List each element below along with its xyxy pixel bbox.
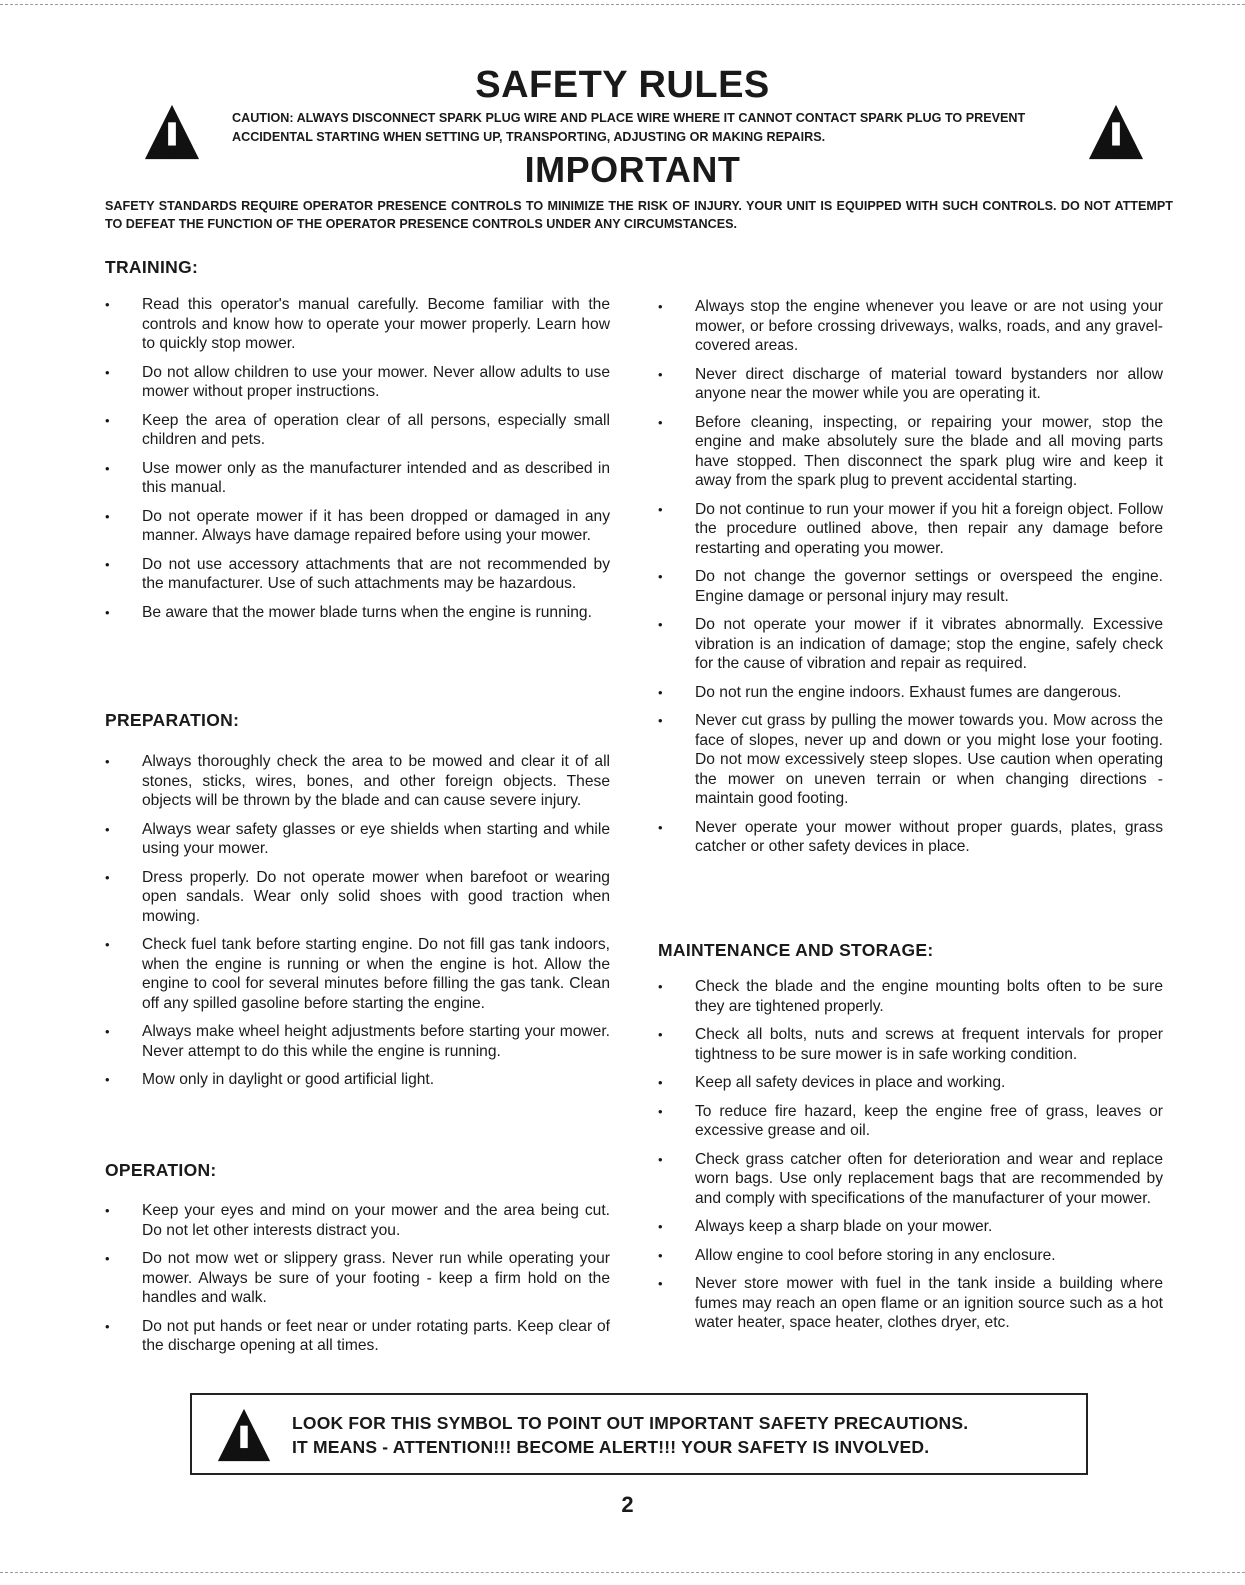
list-item: • Allow engine to cool before storing in any enclosure.: [658, 1246, 1163, 1266]
safety-symbol-callout: [190, 1393, 1088, 1475]
list-item: • Always make wheel height adjustments before starting your mower. Never attempt to do this while the engine is running.: [105, 1022, 610, 1061]
list-item: • Do not put hands or feet near or under rotating parts. Keep clear of the discharge opening at all times.: [105, 1317, 610, 1356]
list-item: • Keep your eyes and mind on your mower and the area being cut. Do not let other interests distract you.: [105, 1201, 610, 1240]
training-heading: TRAINING:: [105, 257, 199, 277]
list-item: • Check the blade and the engine mounting bolts often to be sure they are tightened properly.: [658, 977, 1163, 1016]
list-item: • Dress properly. Do not operate mower when barefoot or wearing open sandals. Wear only solid shoes with good traction when mowing.: [105, 868, 610, 927]
training-list: [105, 295, 610, 631]
bottom-scan-line: [0, 1572, 1245, 1573]
preparation-list: [105, 752, 610, 1099]
caution-notice: CAUTION: ALWAYS DISCONNECT SPARK PLUG WIRE AND PLACE WIRE WHERE IT CANNOT CONTACT SPARK PLUG TO PREVENT ACCIDENTAL STARTING WHEN SETTING UP, TRANSPORTING, ADJUSTING OR MAKING REPAIRS.: [232, 111, 1026, 144]
list-item: • Never direct discharge of material toward bystanders nor allow anyone near the mower while you are operating it.: [658, 365, 1163, 404]
page-number: 2: [621, 1492, 634, 1517]
list-item: • Do not operate your mower if it vibrates abnormally. Excessive vibration is an indication of damage; stop the engine, safely check for the cause of vibration and repair as required.: [658, 615, 1163, 674]
list-item: • Do not mow wet or slippery grass. Never run while operating your mower. Always be sure of your footing - keep a firm hold on the handles and walk.: [105, 1249, 610, 1308]
preparation-heading: PREPARATION:: [105, 710, 240, 730]
operation-list: [105, 1201, 610, 1365]
list-item: • Read this operator's manual carefully. Become familiar with the controls and know how to operate your mower properly. Learn how to quickly stop mower.: [105, 295, 610, 354]
list-item: • Do not run the engine indoors. Exhaust fumes are dangerous.: [658, 683, 1163, 703]
list-item: • Check all bolts, nuts and screws at frequent intervals for proper tightness to be sure mower is in safe working condition.: [658, 1025, 1163, 1064]
operation-heading: OPERATION:: [105, 1160, 217, 1180]
list-item: • Use mower only as the manufacturer intended and as described in this manual.: [105, 459, 610, 498]
list-item: • Always keep a sharp blade on your mower.: [658, 1217, 1163, 1237]
list-item: • Never cut grass by pulling the mower towards you. Mow across the face of slopes, never up and down or you might lose your footing. Do not mow excessively steep slopes. Use caution when operating the mower on uneven terrain or when changing directions - maintain good footing.: [658, 711, 1163, 809]
list-item: • To reduce fire hazard, keep the engine free of grass, leaves or excessive grease and oil.: [658, 1102, 1163, 1141]
list-item: • Do not allow children to use your mower. Never allow adults to use mower without proper instructions.: [105, 363, 610, 402]
list-item: • Keep all safety devices in place and working.: [658, 1073, 1163, 1093]
maintenance-heading: MAINTENANCE AND STORAGE:: [658, 940, 934, 960]
page-title: SAFETY RULES: [475, 64, 770, 106]
callout-line-1: LOOK FOR THIS SYMBOL TO POINT OUT IMPORTANT SAFETY PRECAUTIONS.: [292, 1413, 969, 1433]
list-item: • Do not continue to run your mower if you hit a foreign object. Follow the procedure outlined above, then repair any damage before restarting and operating you mower.: [658, 500, 1163, 559]
list-item: • Do not use accessory attachments that are not recommended by the manufacturer. Use of such attachments may be hazardous.: [105, 555, 610, 594]
list-item: • Do not change the governor settings or overspeed the engine. Engine damage or personal injury may result.: [658, 567, 1163, 606]
list-item: • Never operate your mower without proper guards, plates, grass catcher or other safety devices in place.: [658, 818, 1163, 857]
list-item: • Never store mower with fuel in the tank inside a building where fumes may reach an open flame or an ignition source such as a hot water heater, space heater, clothes dryer, etc.: [658, 1274, 1163, 1333]
safety-standards-notice: SAFETY STANDARDS REQUIRE OPERATOR PRESENCE CONTROLS TO MINIMIZE THE RISK OF INJURY. YOUR UNIT IS EQUIPPED WITH SUCH CONTROLS. DO NOT ATTEMPT TO DEFEAT THE FUNCTION OF THE OPERATOR PRESENCE CONTROLS UNDER ANY CIRCUMSTANCES.: [105, 199, 1173, 231]
list-item: • Keep the area of operation clear of all persons, especially small children and pets.: [105, 411, 610, 450]
top-scan-line: [0, 4, 1245, 5]
warning-triangle-icon: [216, 1407, 272, 1463]
list-item: • Before cleaning, inspecting, or repairing your mower, stop the engine and make absolutely sure the blade and all moving parts have stopped. Then disconnect the spark plug wire and keep it away from the spark plug to prevent accidental starting.: [658, 413, 1163, 491]
list-item: • Mow only in daylight or good artificial light.: [105, 1070, 610, 1090]
maintenance-list: [658, 977, 1163, 1342]
list-item: • Always wear safety glasses or eye shields when starting and while using your mower.: [105, 820, 610, 859]
list-item: • Check grass catcher often for deterioration and wear and replace worn bags. Use only replacement bags that are recommended by and comply with specifications of the manufacturer of your mower.: [658, 1150, 1163, 1209]
callout-text: [292, 1411, 968, 1459]
list-item: • Do not operate mower if it has been dropped or damaged in any manner. Always have damage repaired before using your mower.: [105, 507, 610, 546]
list-item: • Be aware that the mower blade turns when the engine is running.: [105, 603, 610, 623]
list-item: • Always stop the engine whenever you leave or are not using your mower, or before crossing driveways, walks, roads, and any gravel-covered areas.: [658, 297, 1163, 356]
operation-list-continued: [658, 297, 1163, 866]
callout-line-2: IT MEANS - ATTENTION!!! BECOME ALERT!!! YOUR SAFETY IS INVOLVED.: [292, 1437, 930, 1457]
important-heading: IMPORTANT: [524, 149, 741, 190]
list-item: • Check fuel tank before starting engine. Do not fill gas tank indoors, when the engine is running or when the engine is hot. Allow the engine to cool for several minutes before filling the gas tank. Clean off any spilled gasoline before starting the engine.: [105, 935, 610, 1013]
list-item: • Always thoroughly check the area to be mowed and clear it of all stones, sticks, wires, bones, and other foreign objects. These objects will be thrown by the blade and can cause severe injury.: [105, 752, 610, 811]
